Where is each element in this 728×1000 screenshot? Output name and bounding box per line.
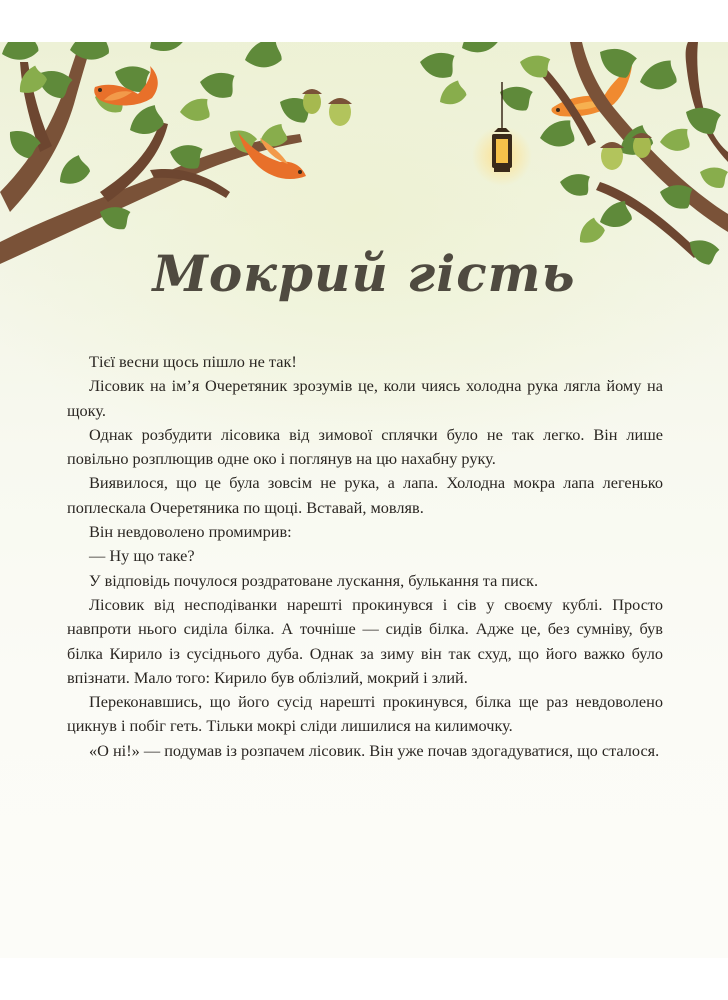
acorn-icon [302, 89, 352, 126]
paragraph: «О ні!» — подумав із розпачем лісовик. Він уже почав здогадуватися, що сталося. [89, 740, 660, 760]
paragraph: Він невдоволено промимрив: [89, 522, 292, 542]
forest-illustration [0, 42, 728, 372]
paragraph: Тієї весни щось пішло не так! [89, 352, 297, 371]
paragraph: Лісовик на ім’я Очеретяник зрозумів це, коли чиясь холодна рука лягла йому на щоку. [67, 376, 663, 420]
paragraph: Переконавшись, що його сусід нарешті прокинувся, білка ще раз невдоволено цикнув і побіг геть. Тільки мокрі сліди лишилися на килимочку. [67, 692, 663, 736]
oak-tree-icon [418, 42, 728, 267]
paragraph: — Ну що таке? [89, 546, 195, 566]
paragraph: У відповідь почулося роздратоване лускання, булькання та писк. [89, 570, 539, 590]
story-text [67, 350, 663, 763]
oak-tree-icon [0, 42, 314, 264]
chapter-title: Мокрий гість [152, 244, 576, 303]
paragraph: Однак розбудити лісовика від зимової сплячки було не так легко. Він лише повільно розплющив одне око і поглянув на цю нахабну руку. [67, 424, 663, 469]
book-page [0, 42, 728, 958]
paragraph: Виявилося, що це була зовсім не рука, а лапа. Холодна мокра лапа легенько поплескала Очеретяника по щоці. Вставай, мовляв. [67, 473, 663, 517]
paragraph: Лісовик від несподіванки нарешті прокинувся і сів у своєму кублі. Просто навпроти нього сиділа білка. А точніше — сидів білка. Адже це, без сумніву, був білка Кирило із сусіднього дуба. Однак за зиму він так схуд, що його важко було впізнати. Мало того: Кирило був облізлий, мокрий і злий. [67, 594, 663, 687]
